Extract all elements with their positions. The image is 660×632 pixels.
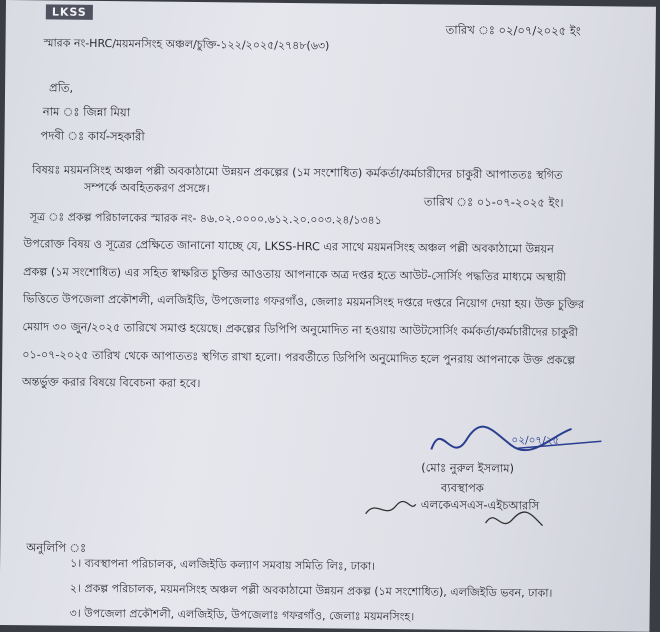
recipient-to: প্রতি,: [49, 80, 74, 95]
recipient-name: নাম ঃ জিন্না মিয়া: [42, 104, 131, 120]
body-line-5: ০১-০৭-২০২৫ তারিখ থেকে আপাততঃ স্থগিত রাখা হলো। পরবর্তীতে ডিপিপি অনুমোদিত হলে পুনরায় আপনাকে উক্ত প্রকল্পে: [22, 348, 576, 367]
body-line-6: অন্তর্ভুক্ত করার বিষয়ে বিবেচনা করা হবে।: [21, 375, 201, 391]
letter-date: তারিখ ঃ ০২/০৭/২০২৫ ইং: [445, 22, 581, 39]
signatory-org: এলকেএসএস-এইচআরসি: [420, 497, 540, 513]
lkss-logo: LKSS: [46, 4, 93, 19]
reference-text: সূত্র ঃ প্রকল্প পরিচালকের স্মারক নং- ৪৬.০২.০০০০.৬১২.২০.০০৩.২৪/১৩৪১: [29, 210, 382, 227]
subject-line-1: বিষয়ঃ ময়মনসিংহ অঞ্চল পল্লী অবকাঠামো উন্নয়ন প্রকল্পের (১ম সংশোধিত) কর্মকর্তা/কর্মচারীদের চাকুরী আপাততঃ স্থগিত: [32, 163, 563, 182]
body-line-3: ভিত্তিতে উপজেলা প্রকৌশলী, এলজিইডি, উপজেলাঃ গফরগাঁও, জেলাঃ ময়মনসিংহ দপ্তরে দপ্তরে নিয়োগ দেয়া হয়। উক্ত চুক্তির: [22, 292, 585, 312]
body-line-2: প্রকল্প (১ম সংশোধিত) এর সহিত স্বাক্ষরিত চুক্তির আওতায় আপনাকে অত্র দপ্তর হতে আউট-সোর্সিং পদ্ধতির মাধ্যমে অস্থায়ী: [23, 265, 567, 284]
body-line-4: মেয়াদ ৩০ জুন/২০২৫ তারিখে সমাপ্ত হয়েছে। প্রকল্পের ডিপিপি অনুমোদিত না হওয়ায় আউটসোর্সিং কর্মকর্তা/কর্মচারীদের চাকুরী: [22, 320, 578, 340]
body-line-1: উপরোক্ত বিষয় ও সূত্রের প্রেক্ষিতে জানানো যাচ্ছে যে, LKSS-HRC এর সাথে ময়মনসিংহ অঞ্চল পল্লী অবকাঠামো উন্নয়ন: [23, 237, 554, 256]
signature-date: ০২/০৭/২৫: [511, 434, 560, 447]
subject-line-2: সম্পর্কে অবহিতকরণ প্রসঙ্গে।: [83, 180, 210, 196]
signatory-title: ব্যবস্থাপক: [440, 480, 484, 496]
initial-signature: [361, 494, 421, 525]
copy-item-3: ৩। উপজেলা প্রকৌশলী, এলজিইডি, উপজেলাঃ গফরগাঁও, জেলাঃ ময়মনসিংহ।: [69, 606, 415, 624]
recipient-designation: পদবী ঃ কার্য-সহকারী: [40, 128, 145, 144]
signatory-name: (মোঃ নুরুল ইসলাম): [421, 460, 515, 476]
copies-heading: অনুলিপি ঃ: [26, 540, 87, 555]
copy-item-1: ১। ব্যবস্থাপনা পরিচালক, এলজিইডি কল্যাণ সমবায় সমিতি লিঃ, ঢাকা।: [70, 556, 375, 573]
memo-number: স্মারক নং-HRC/ময়মনসিংহ অঞ্চল/চুক্তি-১২২/২০২৫/২৭৪৮(৬৩): [43, 36, 330, 53]
copy-item-2: ২। প্রকল্প পরিচালক, ময়মনসিংহ অঞ্চল পল্লী অবকাঠামো উন্নয়ন প্রকল্প (১ম সংশোধিত), এলজিইডি ভবন, ঢাকা।: [69, 581, 553, 600]
reference-date: তারিখ ঃ ০১-০৭-২০২৫ ইং।: [423, 194, 564, 210]
second-signature: [480, 505, 550, 536]
